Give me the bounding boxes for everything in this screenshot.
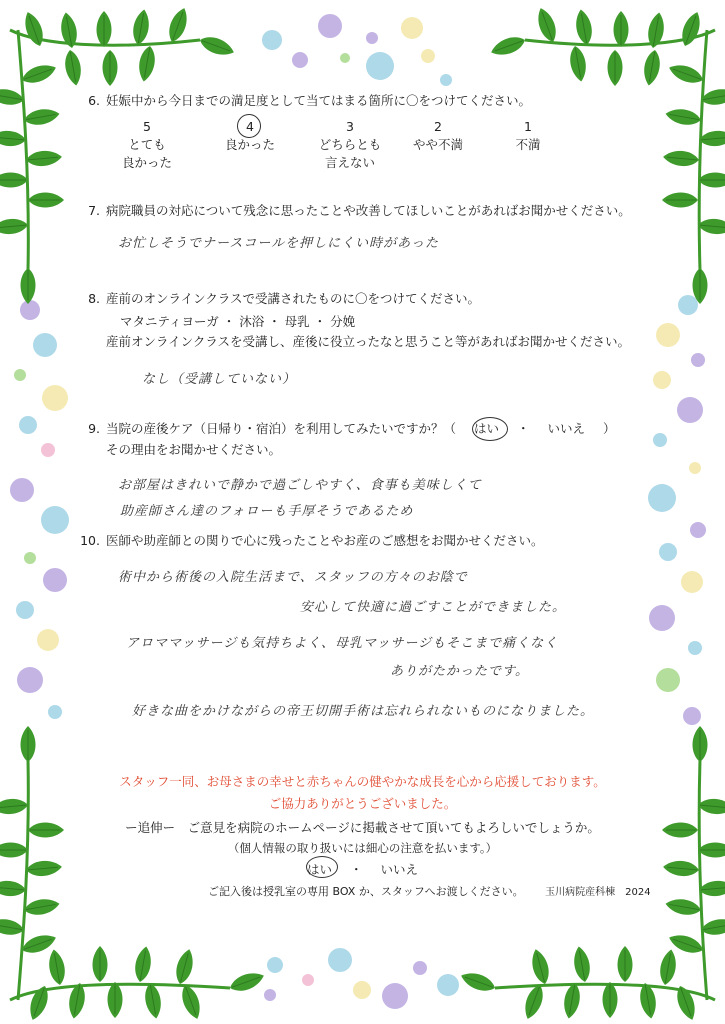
option-label: やや不満: [412, 137, 463, 152]
permission-separator: ・: [349, 862, 363, 877]
question-number: 8.: [88, 291, 100, 306]
instruction-text: ご記入後は授乳室の専用 BOX か、スタッフへお渡しください。: [208, 885, 524, 898]
handwritten-answer-line-4: ありがたかったです。: [390, 664, 529, 679]
handwritten-answer-line-5: 好きな曲をかけながらの帝王切開手術は忘れられないものになりました。: [132, 704, 595, 719]
option-2[interactable]: [393, 118, 483, 154]
question-6: [78, 92, 531, 110]
handwritten-answer-line-1: 術中から術後の入院生活まで、スタッフの方々のお陰で: [118, 570, 468, 585]
handwritten-answer-line-2: 安心して快適に過ごすことができました。: [300, 600, 567, 615]
option-label: 良かった: [224, 137, 275, 152]
question-number: 9.: [88, 421, 100, 436]
footer-instruction: [208, 883, 651, 902]
option-label-2: 良かった: [121, 155, 172, 170]
option-label-2: 言えない: [324, 155, 375, 170]
option-1[interactable]: [483, 118, 573, 154]
footer-message: スタッフ一同、お母さまの幸せと赤ちゃんの健やかな成長を心から応援しております。: [119, 774, 606, 789]
handwritten-answer-line-1: お部屋はきれいで静かで過ごしやすく、食事も美味しくて: [118, 478, 482, 493]
option-label: どちらとも: [318, 137, 382, 152]
selected-circle-mark: [237, 114, 261, 138]
option-score: 3: [346, 119, 354, 134]
answer-separator: ・: [517, 421, 530, 436]
permission-yes[interactable]: はい: [306, 862, 332, 877]
question-number: 7.: [88, 203, 100, 218]
question-9: [78, 420, 616, 438]
question-text: 妊娠中から今日までの満足度として当てはまる箇所に〇をつけてください。: [106, 93, 532, 108]
option-label: とても: [128, 137, 166, 152]
option-3[interactable]: [305, 118, 395, 172]
question-text: 医師や助産師との関りで心に残ったことやお産のご感想をお聞かせください。: [106, 533, 544, 548]
option-score: 5: [143, 119, 151, 134]
class-options: マタニティヨーガ ・ 沐浴 ・ 母乳 ・ 分娩: [120, 314, 356, 329]
question-text: 当院の産後ケア（日帰り・宿泊）を利用してみたいですか？（: [106, 421, 457, 436]
option-score: 2: [434, 119, 442, 134]
question-9-followup: その理由をお聞かせください。: [106, 442, 282, 457]
selected-circle-mark: [472, 417, 508, 441]
option-label: 不満: [515, 137, 541, 152]
question-7: [78, 202, 631, 220]
permission-no[interactable]: いいえ: [380, 862, 418, 877]
handwritten-answer: お忙しそうでナースコールを押しにくい時があった: [118, 236, 439, 251]
footer-addendum: ー追伸ー ご意見を病院のホームページに掲載させて頂いてもよろしいでしょうか。: [125, 820, 600, 835]
footer-permission: [0, 860, 725, 878]
question-number: 10.: [80, 533, 100, 548]
handwritten-answer: なし（受講していない）: [142, 372, 297, 387]
question-10: [78, 532, 544, 550]
question-number: 6.: [88, 93, 100, 108]
department-label: 玉川病院産科棟 2024: [545, 887, 651, 898]
answer-no[interactable]: いいえ: [547, 421, 586, 436]
bracket-close: ）: [603, 421, 616, 436]
question-8-followup: 産前オンラインクラスを受講し、産後に役立ったなと思うこと等があればお聞かせください。: [106, 334, 631, 349]
footer-privacy-note: （個人情報の取り扱いには細心の注意を払います。）: [227, 841, 498, 855]
footer-thanks: ご協力ありがとうございました。: [268, 796, 457, 811]
option-score: 4: [246, 119, 254, 134]
question-text: 産前のオンラインクラスで受講されたものに〇をつけてください。: [106, 291, 481, 306]
question-text: 病院職員の対応について残念に思ったことや改善してほしいことがあればお聞かせください。: [106, 203, 631, 218]
handwritten-answer-line-3: アロママッサージも気持ちよく、母乳マッサージもそこまで痛くなく: [126, 636, 559, 651]
selected-circle-mark: [306, 856, 338, 878]
option-score: 1: [524, 119, 532, 134]
option-5[interactable]: [102, 118, 192, 172]
handwritten-answer-line-2: 助産師さん達のフォローも手厚そうであるため: [120, 504, 414, 519]
question-8: [78, 290, 480, 308]
answer-yes[interactable]: はい: [474, 421, 500, 436]
